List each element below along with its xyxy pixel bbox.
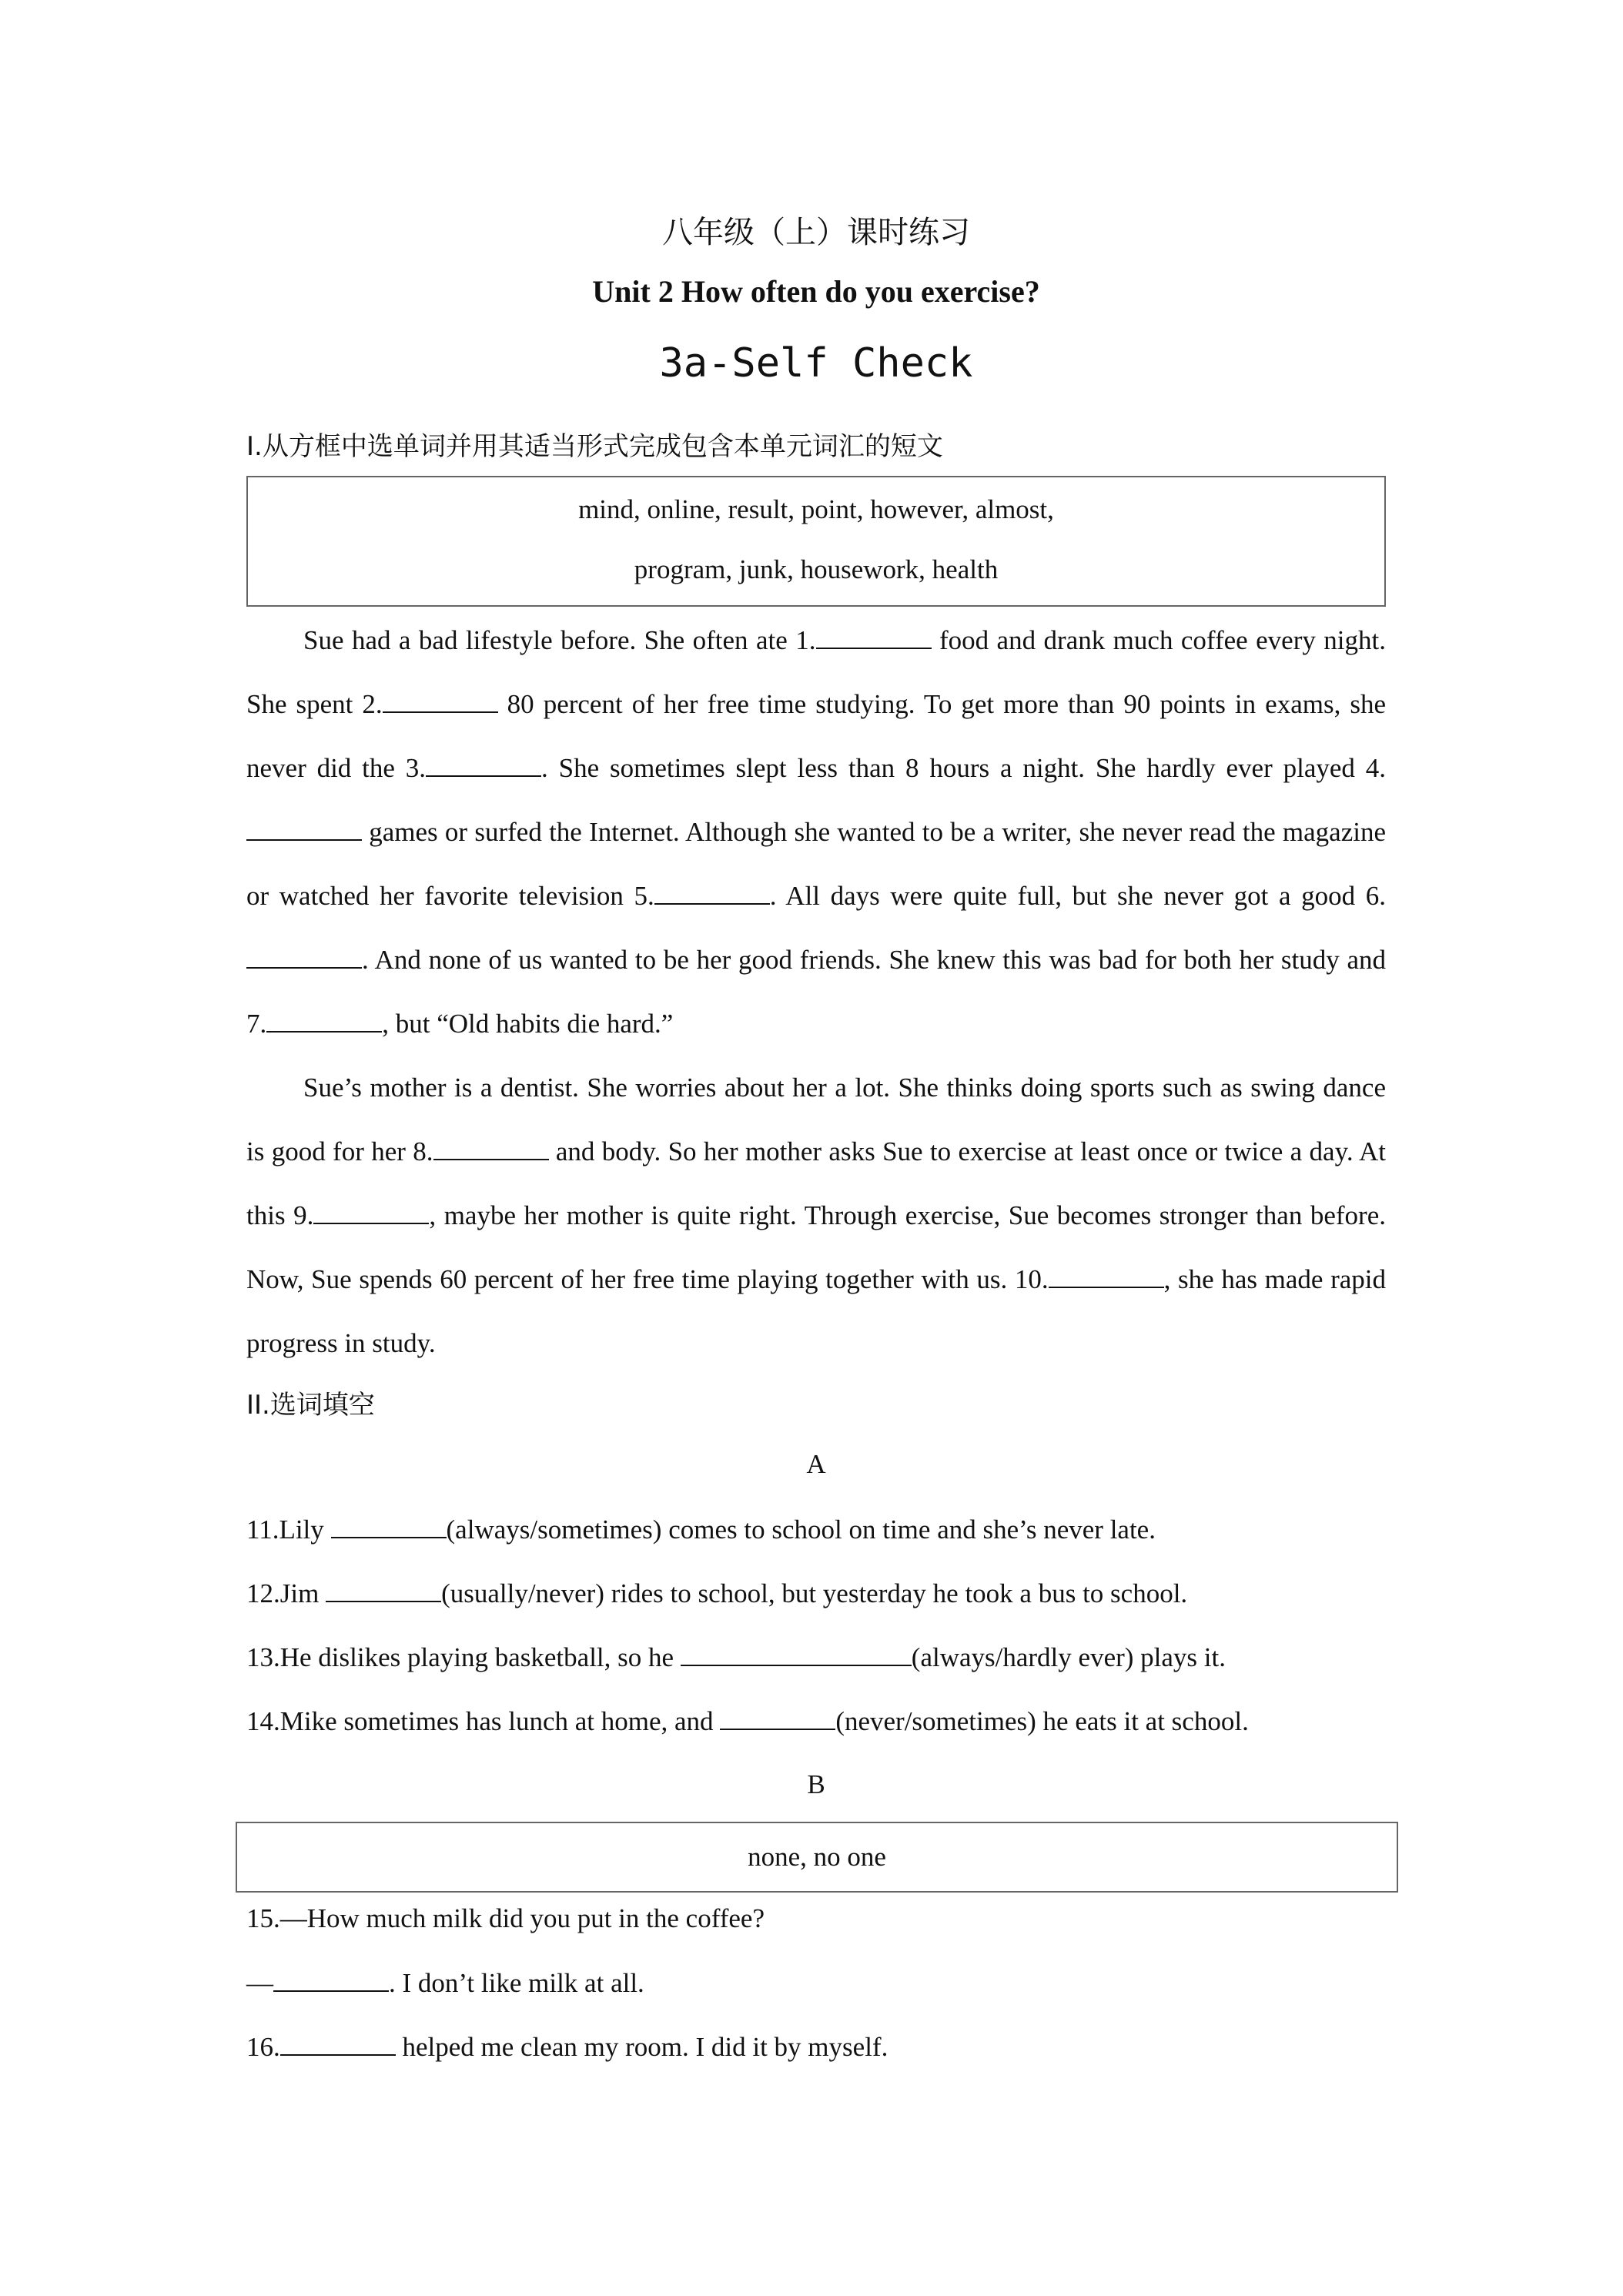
passage-paragraph-1 bbox=[246, 608, 1386, 1056]
passage-text: Sue’s mother is a dentist. She worries about her a lot. She thinks doing sports such as swing dance is good for her 8. bbox=[246, 1073, 1386, 1166]
question-text: 16. bbox=[246, 2032, 280, 2062]
answer-blank-12[interactable] bbox=[326, 1578, 441, 1602]
passage-text: , maybe her mother is quite right. Through exercise, Sue becomes stronger than before. Now, Sue spends 60 percent of her free time playing together with us. 10. bbox=[246, 1200, 1387, 1294]
answer-blank-2[interactable] bbox=[383, 688, 498, 713]
answer-blank-5[interactable] bbox=[654, 880, 770, 905]
answer-blank-1[interactable] bbox=[816, 624, 932, 649]
question-text: 12.Jim bbox=[246, 1578, 326, 1608]
word-box bbox=[246, 476, 1386, 607]
answer-blank-7[interactable] bbox=[266, 1008, 382, 1033]
passage-text: Sue had a bad lifestyle before. She often ate 1. bbox=[303, 625, 816, 655]
part-b-label: B bbox=[807, 1769, 825, 1799]
word-box-line-1: mind, online, result, point, however, almost, bbox=[578, 494, 1054, 524]
question-text: (always/hardly ever) plays it. bbox=[911, 1642, 1226, 1672]
page-subtitle: 3a-Self Check bbox=[659, 340, 973, 387]
question-14 bbox=[246, 1705, 1249, 1737]
question-text: 14.Mike sometimes has lunch at home, and bbox=[246, 1706, 721, 1736]
answer-blank-13[interactable] bbox=[681, 1642, 912, 1666]
word-box-b bbox=[236, 1822, 1398, 1893]
passage-text: . She sometimes slept less than 8 hours a night. She hardly ever played 4. bbox=[541, 753, 1386, 783]
question-15-answer bbox=[246, 1967, 644, 1999]
answer-blank-11[interactable] bbox=[331, 1514, 447, 1538]
question-11 bbox=[246, 1514, 1156, 1545]
answer-blank-8[interactable] bbox=[433, 1136, 549, 1160]
page-title-unit: Unit 2 How often do you exercise? bbox=[592, 274, 1040, 309]
question-text: helped me clean my room. I did it by myself. bbox=[395, 2032, 888, 2062]
passage-text: games or surfed the Internet. Although she wanted to be a writer, she never read the magazine or watched her favorite television 5. bbox=[246, 817, 1386, 911]
question-text: (usually/never) rides to school, but yesterday he took a bus to school. bbox=[441, 1578, 1188, 1608]
answer-blank-16[interactable] bbox=[280, 2031, 396, 2056]
section-2-heading: II.选词填空 bbox=[246, 1390, 375, 1421]
page-title-chinese: 八年级（上）课时练习 bbox=[662, 215, 970, 250]
section-1-heading: I.从方框中选单词并用其适当形式完成包含本单元词汇的短文 bbox=[246, 431, 943, 462]
answer-blank-4[interactable] bbox=[246, 816, 362, 841]
passage-paragraph-2 bbox=[246, 1056, 1386, 1375]
word-box-b-text: none, no one bbox=[748, 1842, 886, 1872]
passage-text: , but “Old habits die hard.” bbox=[382, 1009, 674, 1039]
question-16 bbox=[246, 2031, 888, 2063]
answer-blank-15[interactable] bbox=[273, 1967, 389, 1992]
passage-text: , she has made rapid progress in study. bbox=[246, 1264, 1386, 1358]
passage-text: food and drank much coffee every night. She spent 2. bbox=[246, 625, 1387, 719]
question-15-prompt: 15.—How much milk did you put in the coffee? bbox=[246, 1903, 765, 1933]
passage-text: . All days were quite full, but she never got a good 6. bbox=[769, 881, 1386, 911]
question-text: (always/sometimes) comes to school on time and she’s never late. bbox=[446, 1514, 1156, 1545]
question-text: . I don’t like milk at all. bbox=[389, 1968, 644, 1998]
passage-text: 80 percent of her free time studying. To get more than 90 points in exams, she never did the 3. bbox=[246, 689, 1386, 783]
answer-blank-14[interactable] bbox=[720, 1705, 835, 1730]
word-box-line-2: program, junk, housework, health bbox=[634, 554, 999, 584]
question-text: — bbox=[246, 1968, 273, 1998]
answer-blank-10[interactable] bbox=[1049, 1263, 1164, 1288]
part-a-label: A bbox=[806, 1449, 826, 1479]
passage-text: and body. So her mother asks Sue to exercise at least once or twice a day. At this 9. bbox=[246, 1136, 1386, 1230]
question-12 bbox=[246, 1578, 1187, 1609]
question-text: (never/sometimes) he eats it at school. bbox=[835, 1706, 1249, 1736]
answer-blank-6[interactable] bbox=[246, 944, 362, 969]
question-13 bbox=[246, 1642, 1226, 1673]
question-text: 13.He dislikes playing basketball, so he bbox=[246, 1642, 681, 1672]
question-text: 11.Lily bbox=[246, 1514, 331, 1545]
answer-blank-9[interactable] bbox=[313, 1200, 429, 1224]
answer-blank-3[interactable] bbox=[426, 752, 541, 777]
passage-text: . And none of us wanted to be her good friends. She knew this was bad for both her study and 7. bbox=[246, 945, 1386, 1039]
